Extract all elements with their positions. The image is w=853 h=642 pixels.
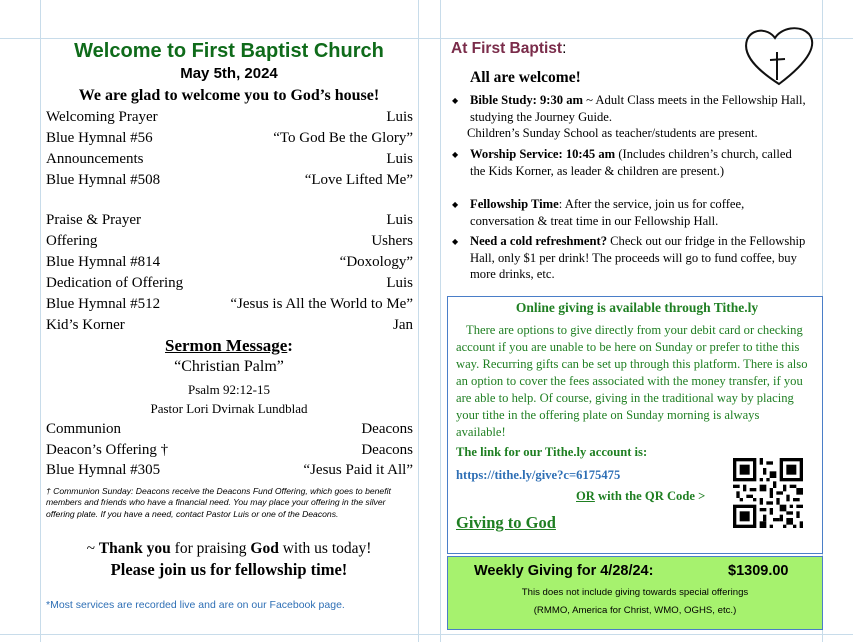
bullet-diamond-icon: ◆ [452,96,459,105]
order-item-label: Deacon’s Offering † [46,442,169,458]
order-item-7 [46,253,413,271]
order-item-label: Blue Hymnal #56 [46,130,153,146]
heart-cross-icon [741,26,817,88]
thanks-pre: ~ [86,540,99,557]
order-item-label: Welcoming Prayer [46,109,158,125]
bible-study-item [470,92,810,125]
bible-study-label: Bible Study: 9:30 am [470,93,584,107]
sermon-title: “Christian Palm” [174,358,284,375]
order-item-10 [46,316,413,334]
at-first-baptist-colon: : [562,40,567,57]
worship-service-item [470,146,810,179]
fellowship-invite: Please join us for fellowship time! [110,560,348,579]
order2-item-3 [46,461,413,479]
bible-study-children: Children’s Sunday School as teacher/students are present. [467,126,758,140]
order-item-label: Kid’s Korner [46,317,125,333]
online-giving-body: There are options to give directly from your debit card or checking account if you are unable to be here on Sunday or prefer to tithe this way. Recurring gifts can be set up through this platform. There is also an option to cover the fees associated with the money transfer, if you are able to help. Of course, giving in the traditional way by placing your tithe in the offering plate on Sunday morning is always available! [456,323,808,439]
bible-study-text: ~ Adult Class meets in the Fellowship Hall, studying the Journey Guide. [470,93,806,124]
worship-label: Worship Service: 10:45 am [470,147,616,161]
order-item-label: Blue Hymnal #305 [46,462,161,478]
fellowship-time-item [470,196,810,229]
giving-to-god-link[interactable]: Giving to God [456,513,556,532]
cold-refreshment-item [470,233,810,283]
order-item-label: Blue Hymnal #508 [46,172,161,188]
qr-code-icon[interactable] [733,458,803,528]
welcome-title: Welcome to First Baptist Church [74,40,384,62]
order-item-leader: Luis [386,109,413,125]
order-item-label: Blue Hymnal #814 [46,254,161,270]
margin-guide-mid-left [418,0,419,642]
order-item-label: Blue Hymnal #512 [46,296,161,312]
order-item-3 [46,150,413,168]
order-item-leader: “To God Be the Glory” [273,130,413,146]
order-item-leader: “Love Lifted Me” [304,172,413,188]
order-item-leader: “Doxology” [339,254,413,270]
qr-label: with the QR Code > [594,489,706,503]
order-item-label: Announcements [46,151,144,167]
order-item-leader: “Jesus Paid it All” [303,462,413,478]
thank-you-line [40,540,418,558]
bullet-diamond-icon: ◆ [452,200,459,209]
order-item-4 [46,171,413,189]
thanks-bold-1: Thank you [98,540,171,557]
sermon-heading [40,336,418,356]
order-item-leader: Ushers [371,233,413,249]
thanks-post: with us today! [278,540,372,557]
weekly-giving-label: Weekly Giving for 4/28/24: [474,563,654,579]
order-item-leader: Luis [386,151,413,167]
fellowship-label: Fellowship Time [470,197,559,211]
sermon-heading-colon: : [287,336,293,355]
order-item-leader: Luis [386,275,413,291]
margin-guide-mid-right [440,0,441,642]
weekly-giving-amount: $1309.00 [728,563,789,579]
order-item-6 [46,232,413,250]
order-item-8 [46,274,413,292]
order-item-9 [46,295,413,313]
order-item-leader: Luis [386,212,413,228]
order2-item-2 [46,441,413,459]
order-item-label: Offering [46,233,98,249]
order-item-leader: Jan [393,317,413,333]
cold-label: Need a cold refreshment? [470,234,607,248]
at-first-baptist-heading [451,40,566,58]
bullet-diamond-icon: ◆ [452,150,459,159]
margin-guide-top [0,38,853,39]
order-item-5 [46,211,413,229]
cold-text: Check out our fridge in the Fellowship Hall, only $1 per drink! The proceeds will go to fund coffee, buy more drinks, etc. [470,234,806,281]
communion-footnote: † Communion Sunday: Deacons receive the Deacons Fund Offering, which goes to benefit members and friends who have a financial need. You may place your offering in the silver offering plate. If you have a need, contact Pastor Luis or one of the Deacons. [46,486,391,519]
margin-guide-bottom [0,634,853,635]
sermon-scripture: Psalm 92:12-15 [188,382,270,397]
tithely-link[interactable]: https://tithe.ly/give?c=6175475 [456,468,621,482]
thanks-bold-2: God [250,540,279,557]
online-giving-heading: Online giving is available through Tithe.ly [515,300,759,315]
order-item-1 [46,108,413,126]
order-item-leader: Deacons [361,442,413,458]
order-item-leader: Deacons [361,421,413,437]
thanks-mid: for praising [170,540,251,557]
tithely-link-label: The link for our Tithe.ly account is: [456,445,648,459]
sermon-pastor: Pastor Lori Dvirnak Lundblad [150,401,308,416]
sermon-heading-text: Sermon Message [165,336,288,355]
or-label: OR [576,489,595,503]
fellowship-text: : After the service, join us for coffee, conversation & treat time in our Fellowship Hall. [470,197,745,228]
order-item-label: Communion [46,421,122,437]
all-welcome: All are welcome! [470,69,581,86]
worship-text: (Includes children’s church, called the Kids Korner, as leader & children are present.) [470,147,792,178]
service-date: May 5th, 2024 [180,65,278,82]
bullet-diamond-icon: ◆ [452,237,459,246]
at-first-baptist-text: At First Baptist [451,40,563,57]
qr-code-hint [576,489,705,504]
order-item-2 [46,129,413,147]
order-item-label: Dedication of Offering [46,275,184,291]
order2-item-1 [46,420,413,438]
weekly-giving-note-1: This does not include giving towards special offerings [521,587,749,598]
order-item-label: Praise & Prayer [46,212,141,228]
order-item-leader: “Jesus is All the World to Me” [230,296,413,312]
recorded-note[interactable]: *Most services are recorded live and are on our Facebook page. [46,599,345,611]
welcome-message: We are glad to welcome you to God’s house! [78,87,380,104]
weekly-giving-note-2: (RMMO, America for Christ, WMO, OGHS, etc.) [533,605,737,616]
